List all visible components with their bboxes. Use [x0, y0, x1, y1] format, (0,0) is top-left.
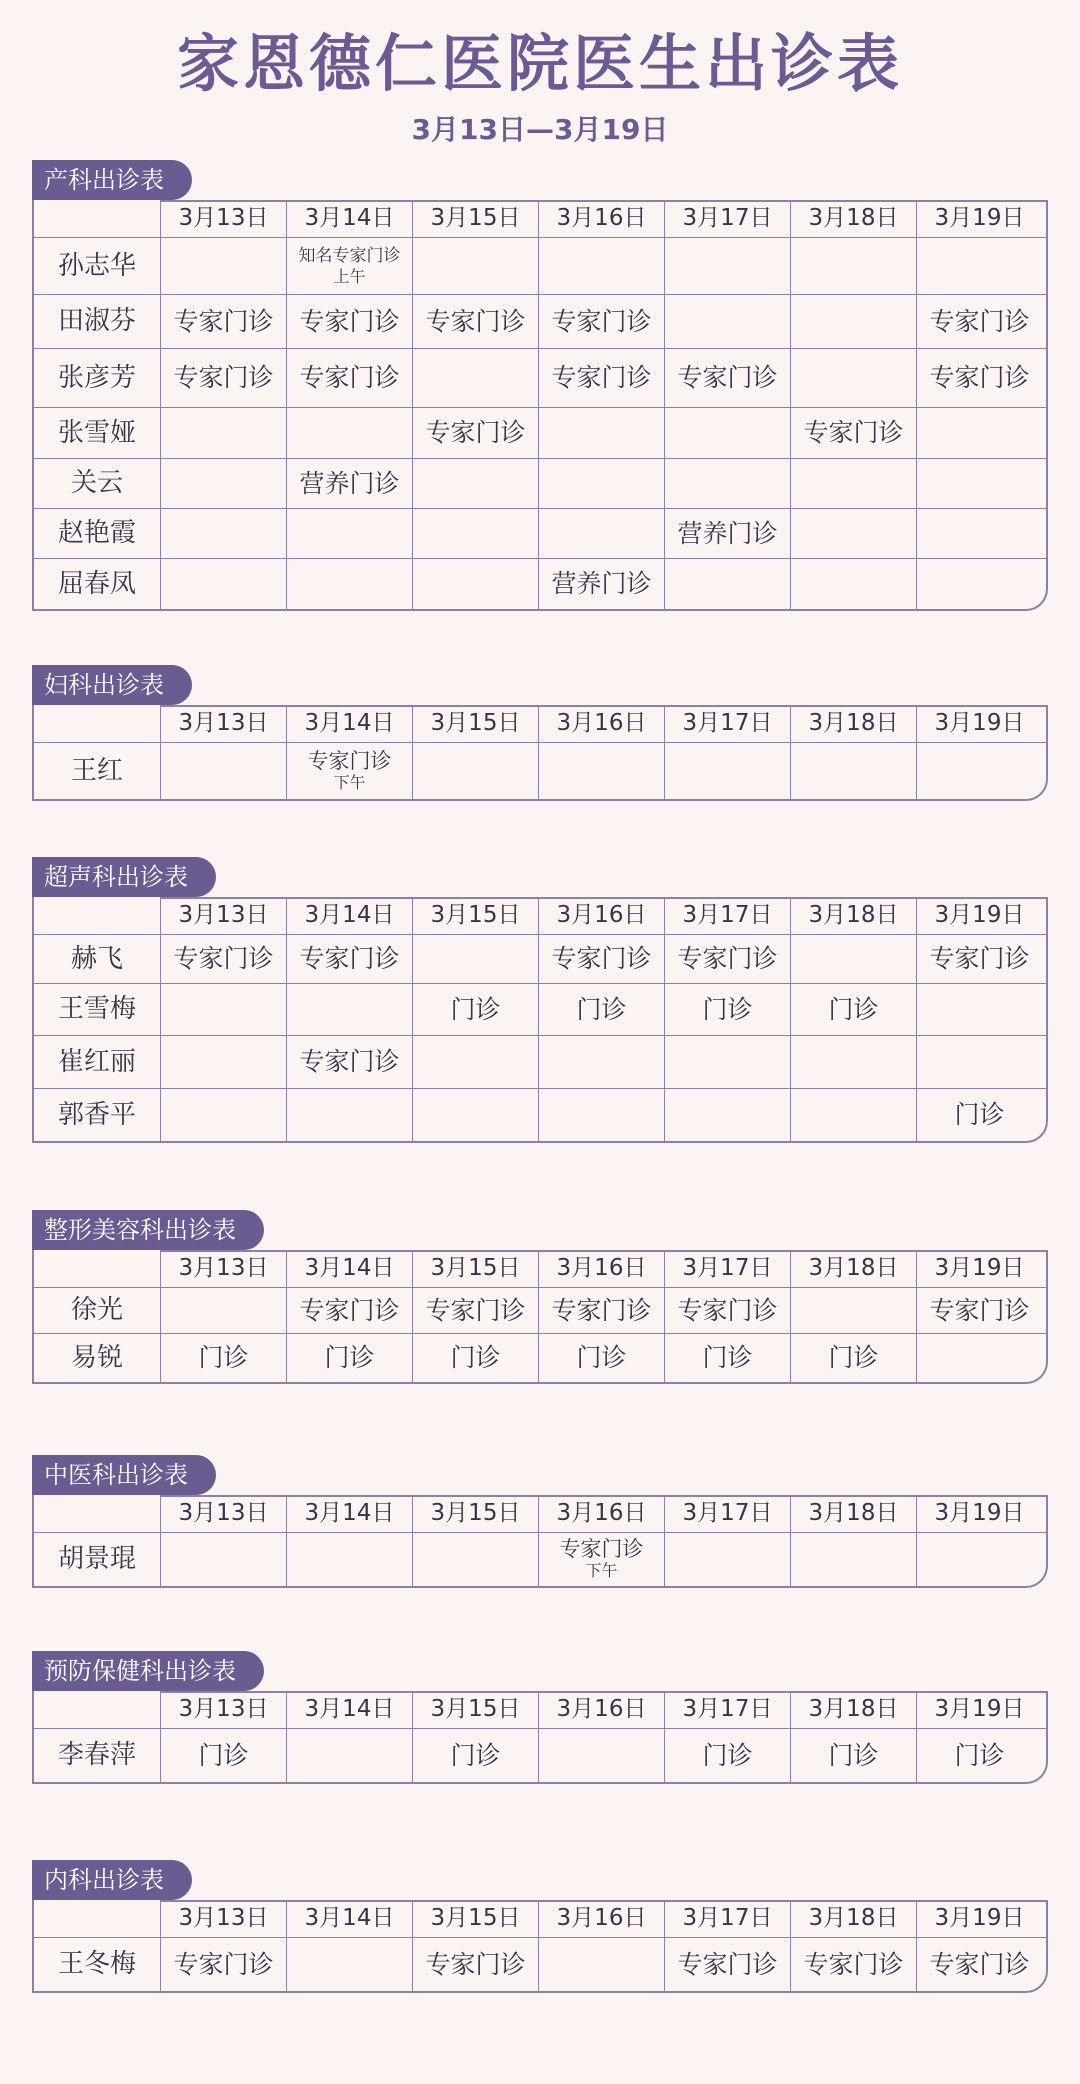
- schedule-cell: [286, 1089, 412, 1141]
- schedule-cell: [790, 295, 916, 348]
- schedule-cell: [160, 1533, 286, 1586]
- schedule-cell: 门诊: [664, 1729, 790, 1782]
- schedule-cell: [412, 459, 538, 508]
- date-header: 3月16日: [538, 897, 664, 934]
- date-header: 3月14日: [286, 1691, 412, 1728]
- schedule-cell: [664, 408, 790, 458]
- schedule-table: [32, 705, 1048, 801]
- schedule-cell: [538, 408, 664, 458]
- schedule-cell: [538, 459, 664, 508]
- schedule-cell: [160, 1036, 286, 1088]
- schedule-cell: 专家门诊: [160, 295, 286, 348]
- schedule-cell: 专家门诊: [538, 935, 664, 983]
- schedule-cell: [916, 743, 1042, 799]
- schedule-cell: [160, 1089, 286, 1141]
- schedule-cell: [538, 1089, 664, 1141]
- section-tab: 产科出诊表: [32, 160, 192, 200]
- schedule-cell: [664, 1533, 790, 1586]
- schedule-cell: [286, 743, 412, 799]
- doctor-name: 胡景琨: [57, 1544, 136, 1575]
- schedule-cell: [286, 1938, 412, 1991]
- schedule-cell: 专家门诊: [664, 935, 790, 983]
- schedule-cell: 门诊: [412, 1729, 538, 1782]
- date-header: 3月14日: [286, 1495, 412, 1532]
- date-header: 3月13日: [160, 705, 286, 742]
- schedule-cell: 门诊: [538, 984, 664, 1035]
- schedule-cell: [664, 238, 790, 294]
- schedule-cell: [538, 1729, 664, 1782]
- table-row: [34, 508, 1046, 558]
- schedule-cell: 专家门诊: [916, 935, 1042, 983]
- date-header: 3月19日: [916, 705, 1042, 742]
- schedule-cell: [538, 1533, 664, 1586]
- schedule-cell: 专家门诊: [160, 935, 286, 983]
- doctor-name: 孙志华: [57, 250, 136, 281]
- section-tab: 中医科出诊表: [32, 1455, 216, 1495]
- date-header: 3月15日: [412, 1900, 538, 1937]
- doctor-name: 王雪梅: [57, 994, 136, 1025]
- section-tab: 预防保健科出诊表: [32, 1651, 264, 1691]
- schedule-table: [32, 1900, 1048, 1993]
- schedule-cell: [916, 509, 1042, 558]
- date-header: 3月18日: [790, 1691, 916, 1728]
- date-header: 3月19日: [916, 200, 1042, 237]
- schedule-cell: 专家门诊: [790, 408, 916, 458]
- corner-cell: [34, 1691, 160, 1728]
- date-header: 3月16日: [538, 1250, 664, 1287]
- schedule-cell: [790, 743, 916, 799]
- schedule-cell: 门诊: [664, 984, 790, 1035]
- schedule-cell: [916, 1334, 1042, 1382]
- schedule-cell: [538, 509, 664, 558]
- schedule-cell: 门诊: [664, 1334, 790, 1382]
- schedule-cell: [160, 408, 286, 458]
- schedule-cell: [790, 238, 916, 294]
- schedule-cell: [790, 1533, 916, 1586]
- table-header-row: [34, 1691, 1046, 1728]
- date-header: 3月16日: [538, 705, 664, 742]
- doctor-name: 王红: [70, 755, 123, 786]
- schedule-cell: 专家门诊: [538, 1288, 664, 1333]
- doctor-name: 徐光: [70, 1295, 123, 1326]
- date-header: 3月13日: [160, 1495, 286, 1532]
- schedule-cell: 专家门诊: [664, 1288, 790, 1333]
- schedule-cell: [664, 559, 790, 609]
- schedule-cell: [412, 1533, 538, 1586]
- date-header: 3月17日: [664, 1250, 790, 1287]
- schedule-cell: [664, 743, 790, 799]
- section-tab: 整形美容科出诊表: [32, 1210, 264, 1250]
- schedule-cell: 专家门诊: [160, 349, 286, 407]
- doctor-name: 田淑芬: [57, 306, 136, 337]
- schedule-cell: [160, 984, 286, 1035]
- schedule-cell: [412, 1089, 538, 1141]
- date-header: 3月13日: [160, 1250, 286, 1287]
- date-header: 3月15日: [412, 1495, 538, 1532]
- schedule-cell: [790, 1036, 916, 1088]
- date-header: 3月13日: [160, 1691, 286, 1728]
- schedule-cell: [160, 238, 286, 294]
- schedule-cell: 门诊: [160, 1729, 286, 1782]
- doctor-name: 崔红丽: [57, 1046, 136, 1077]
- schedule-cell: [538, 1938, 664, 1991]
- schedule-cell: [412, 743, 538, 799]
- schedule-cell: [664, 1036, 790, 1088]
- schedule-table: [32, 1495, 1048, 1588]
- doctor-name: 李春萍: [57, 1740, 136, 1771]
- date-header: 3月17日: [664, 705, 790, 742]
- table-row: [34, 558, 1046, 609]
- table-header-row: [34, 1900, 1046, 1937]
- schedule-cell: [916, 559, 1042, 609]
- doctor-name: 张彦芳: [57, 362, 136, 393]
- schedule-cell: 专家门诊: [286, 295, 412, 348]
- schedule-cell: [160, 743, 286, 799]
- date-header: 3月17日: [664, 200, 790, 237]
- table-row: [34, 1287, 1046, 1333]
- doctor-name: 屈春凤: [57, 568, 136, 599]
- schedule-cell: 专家门诊: [286, 349, 412, 407]
- clinic-type: 知名专家门诊: [298, 246, 401, 267]
- date-header: 3月19日: [916, 1691, 1042, 1728]
- table-row: [34, 407, 1046, 458]
- schedule-cell: 门诊: [412, 984, 538, 1035]
- doctor-name: 张雪娅: [57, 417, 136, 448]
- schedule-cell: 门诊: [916, 1729, 1042, 1782]
- date-header: 3月13日: [160, 897, 286, 934]
- schedule-cell: [286, 408, 412, 458]
- table-header-row: [34, 1495, 1046, 1532]
- schedule-cell: 门诊: [790, 984, 916, 1035]
- schedule-cell: [538, 238, 664, 294]
- date-header: 3月19日: [916, 1900, 1042, 1937]
- date-header: 3月15日: [412, 897, 538, 934]
- table-row: [34, 1035, 1046, 1088]
- clinic-session: 下午: [333, 772, 366, 792]
- section-tab: 超声科出诊表: [32, 857, 216, 897]
- date-header: 3月16日: [538, 200, 664, 237]
- schedule-cell: [160, 509, 286, 558]
- schedule-cell: [790, 349, 916, 407]
- schedule-cell: [790, 1288, 916, 1333]
- doctor-name: 关云: [70, 468, 123, 499]
- date-header: 3月16日: [538, 1495, 664, 1532]
- date-header: 3月16日: [538, 1691, 664, 1728]
- schedule-cell: [412, 349, 538, 407]
- date-header: 3月18日: [790, 705, 916, 742]
- date-header: 3月14日: [286, 705, 412, 742]
- schedule-cell: [286, 559, 412, 609]
- date-header: 3月19日: [916, 1250, 1042, 1287]
- table-header-row: [34, 1250, 1046, 1287]
- schedule-cell: 专家门诊: [412, 408, 538, 458]
- schedule-cell: 专家门诊: [664, 349, 790, 407]
- schedule-cell: [160, 1288, 286, 1333]
- table-row: [34, 983, 1046, 1035]
- schedule-cell: [160, 459, 286, 508]
- schedule-cell: 专家门诊: [286, 1288, 412, 1333]
- table-header-row: [34, 200, 1046, 237]
- doctor-name: 赫飞: [70, 943, 123, 974]
- schedule-cell: 门诊: [538, 1334, 664, 1382]
- date-header: 3月14日: [286, 897, 412, 934]
- date-header: 3月19日: [916, 897, 1042, 934]
- date-header: 3月18日: [790, 1900, 916, 1937]
- schedule-cell: 门诊: [412, 1334, 538, 1382]
- schedule-cell: [790, 459, 916, 508]
- schedule-cell: [790, 1089, 916, 1141]
- corner-cell: [34, 1250, 160, 1287]
- section-tab: 妇科出诊表: [32, 665, 192, 705]
- corner-cell: [34, 897, 160, 934]
- date-header: 3月17日: [664, 1495, 790, 1532]
- table-row: [34, 742, 1046, 799]
- schedule-cell: [412, 935, 538, 983]
- table-row: [34, 1532, 1046, 1586]
- schedule-cell: [286, 984, 412, 1035]
- schedule-cell: 专家门诊: [412, 1288, 538, 1333]
- doctor-name: 郭香平: [57, 1099, 136, 1130]
- schedule-cell: 专家门诊: [538, 349, 664, 407]
- table-row: [34, 237, 1046, 294]
- schedule-cell: [286, 1533, 412, 1586]
- schedule-cell: 门诊: [916, 1089, 1042, 1141]
- schedule-cell: 门诊: [790, 1729, 916, 1782]
- schedule-cell: 营养门诊: [286, 459, 412, 508]
- schedule-cell: 专家门诊: [412, 1938, 538, 1991]
- clinic-type: 专家门诊: [559, 1537, 644, 1562]
- schedule-cell: 专家门诊: [160, 1938, 286, 1991]
- schedule-cell: [412, 559, 538, 609]
- schedule-cell: [538, 743, 664, 799]
- schedule-table: [32, 1250, 1048, 1384]
- date-header: 3月16日: [538, 1900, 664, 1937]
- schedule-cell: 专家门诊: [790, 1938, 916, 1991]
- table-header-row: [34, 897, 1046, 934]
- date-header: 3月17日: [664, 1900, 790, 1937]
- schedule-cell: [160, 559, 286, 609]
- table-row: [34, 1728, 1046, 1782]
- date-range: 3月13日—3月19日: [411, 113, 669, 146]
- schedule-cell: 专家门诊: [412, 295, 538, 348]
- schedule-cell: 门诊: [160, 1334, 286, 1382]
- date-header: 3月18日: [790, 200, 916, 237]
- date-header: 3月19日: [916, 1495, 1042, 1532]
- schedule-cell: [916, 238, 1042, 294]
- clinic-type: 专家门诊: [307, 748, 392, 773]
- schedule-cell: 专家门诊: [286, 1036, 412, 1088]
- table-row: [34, 1088, 1046, 1141]
- schedule-table: [32, 1691, 1048, 1784]
- schedule-cell: 专家门诊: [916, 349, 1042, 407]
- section-tab: 内科出诊表: [32, 1860, 192, 1900]
- schedule-cell: 门诊: [286, 1334, 412, 1382]
- schedule-cell: [790, 935, 916, 983]
- table-row: [34, 1333, 1046, 1382]
- schedule-cell: 专家门诊: [916, 295, 1042, 348]
- doctor-name: 赵艳霞: [57, 518, 136, 549]
- date-header: 3月14日: [286, 1250, 412, 1287]
- schedule-cell: 专家门诊: [664, 1938, 790, 1991]
- schedule-cell: [790, 559, 916, 609]
- date-header: 3月13日: [160, 200, 286, 237]
- schedule-cell: [412, 238, 538, 294]
- table-header-row: [34, 705, 1046, 742]
- corner-cell: [34, 200, 160, 237]
- date-header: 3月14日: [286, 200, 412, 237]
- clinic-session: 下午: [585, 1561, 618, 1581]
- corner-cell: [34, 1495, 160, 1532]
- schedule-cell: [286, 509, 412, 558]
- schedule-cell: 营养门诊: [538, 559, 664, 609]
- schedule-cell: [664, 459, 790, 508]
- date-header: 3月15日: [412, 705, 538, 742]
- corner-cell: [34, 1900, 160, 1937]
- schedule-cell: [916, 1533, 1042, 1586]
- table-row: [34, 458, 1046, 508]
- clinic-session: 上午: [333, 266, 366, 286]
- date-header: 3月18日: [790, 1250, 916, 1287]
- corner-cell: [34, 705, 160, 742]
- schedule-cell: [412, 509, 538, 558]
- date-header: 3月14日: [286, 1900, 412, 1937]
- doctor-name: 王冬梅: [57, 1949, 136, 1980]
- schedule-cell: 营养门诊: [664, 509, 790, 558]
- date-header: 3月15日: [412, 1691, 538, 1728]
- schedule-cell: [538, 1036, 664, 1088]
- schedule-cell: [790, 509, 916, 558]
- schedule-table: [32, 200, 1048, 611]
- schedule-cell: [916, 408, 1042, 458]
- schedule-cell: 专家门诊: [916, 1288, 1042, 1333]
- doctor-name: 易锐: [70, 1342, 123, 1373]
- schedule-cell: [412, 1036, 538, 1088]
- date-header: 3月18日: [790, 1495, 916, 1532]
- date-header: 3月17日: [664, 1691, 790, 1728]
- schedule-cell: [664, 295, 790, 348]
- schedule-cell: 专家门诊: [538, 295, 664, 348]
- page-title: 家恩德仁医院医生出诊表: [176, 27, 903, 100]
- schedule-cell: [286, 1729, 412, 1782]
- date-header: 3月17日: [664, 897, 790, 934]
- date-header: 3月15日: [412, 1250, 538, 1287]
- schedule-cell: 门诊: [790, 1334, 916, 1382]
- schedule-table: [32, 897, 1048, 1143]
- schedule-cell: [916, 984, 1042, 1035]
- table-row: [34, 1937, 1046, 1991]
- date-header: 3月13日: [160, 1900, 286, 1937]
- schedule-cell: [916, 1036, 1042, 1088]
- table-row: [34, 294, 1046, 348]
- schedule-cell: [286, 238, 412, 294]
- date-header: 3月18日: [790, 897, 916, 934]
- schedule-cell: 专家门诊: [286, 935, 412, 983]
- table-row: [34, 348, 1046, 407]
- schedule-cell: [664, 1089, 790, 1141]
- schedule-cell: 专家门诊: [916, 1938, 1042, 1991]
- schedule-cell: [916, 459, 1042, 508]
- table-row: [34, 934, 1046, 983]
- date-header: 3月15日: [412, 200, 538, 237]
